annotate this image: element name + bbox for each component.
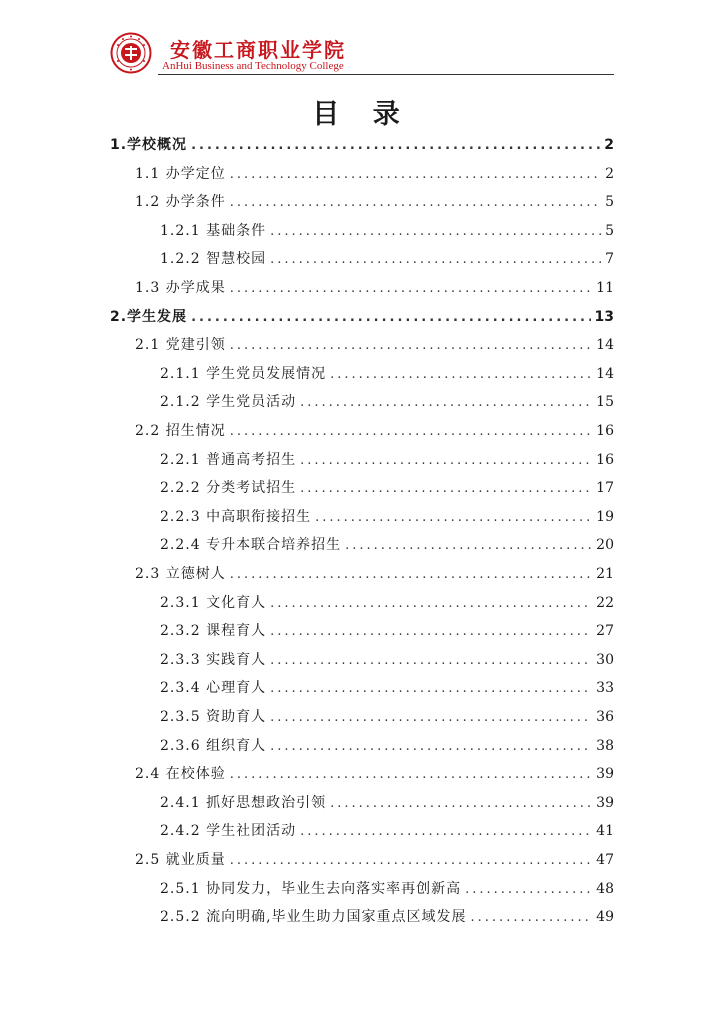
toc-entry-level-3[interactable] — [160, 506, 614, 526]
toc-entry-page-number: 41 — [596, 823, 614, 840]
toc-entry-level-2[interactable] — [135, 191, 614, 211]
toc-entry-level-3[interactable] — [160, 706, 614, 726]
toc-entry-text: 2.1 党建引领 — [135, 337, 226, 354]
toc-entry-text: 2.1.1 学生党员发展情况 — [160, 365, 327, 382]
toc-entry-level-2[interactable] — [135, 420, 614, 440]
toc-entry-text: 2.3.6 组织育人 — [160, 737, 267, 754]
toc-entry-level-2[interactable] — [135, 277, 614, 297]
toc-entry-level-3[interactable] — [160, 248, 614, 268]
toc-entry-level-3[interactable] — [160, 906, 614, 926]
toc-leader-dots — [270, 596, 592, 611]
toc-leader-dots — [230, 338, 592, 353]
toc-leader-dots — [300, 395, 592, 410]
toc-entry-page-number: 16 — [596, 451, 614, 468]
toc-entry-text: 2.2.3 中高职衔接招生 — [160, 508, 312, 525]
toc-entry-page-number: 21 — [596, 566, 614, 582]
toc-entry-level-3[interactable] — [160, 220, 614, 240]
toc-leader-dots — [270, 252, 601, 267]
toc-entry-text: 2.3.1 文化育人 — [160, 594, 267, 611]
toc-leader-dots — [345, 538, 592, 553]
toc-entry-page-number: 13 — [594, 308, 614, 325]
toc-entry-page-number: 14 — [596, 365, 614, 382]
toc-leader-dots — [270, 739, 592, 754]
toc-entry-level-3[interactable] — [160, 391, 614, 411]
toc-leader-dots — [330, 796, 592, 811]
toc-entry-page-number: 14 — [596, 337, 614, 354]
toc-entry-page-number: 16 — [596, 423, 614, 439]
toc-entry-page-number: 47 — [596, 852, 614, 868]
toc-entry-page-number: 48 — [596, 880, 614, 897]
toc-entry-text: 2.2.2 分类考试招生 — [160, 480, 297, 497]
toc-entry-level-2[interactable] — [135, 763, 614, 783]
toc-entry-text: 2.5.2 流向明确,毕业生助力国家重点区域发展 — [160, 909, 467, 926]
toc-entry-page-number: 7 — [605, 251, 614, 268]
toc-leader-dots — [270, 681, 592, 696]
toc-leader-dots — [230, 853, 592, 868]
toc-entry-level-2[interactable] — [135, 163, 614, 183]
toc-entry-level-2[interactable] — [135, 563, 614, 583]
toc-leader-dots — [315, 510, 592, 525]
toc-leader-dots — [270, 710, 592, 725]
toc-leader-dots — [465, 882, 592, 897]
toc-leader-dots — [230, 567, 592, 582]
toc-entry-text: 1.学校概况 — [110, 137, 188, 153]
toc-entry-text: 2.2.4 专升本联合培养招生 — [160, 537, 342, 554]
toc-entry-page-number: 22 — [596, 594, 614, 611]
toc-leader-dots — [230, 195, 601, 210]
toc-entry-text: 2.3.3 实践育人 — [160, 651, 267, 668]
toc-entry-level-3[interactable] — [160, 449, 614, 469]
toc-entry-page-number: 30 — [596, 651, 614, 668]
toc-leader-dots — [270, 224, 601, 239]
toc-entry-level-3[interactable] — [160, 534, 614, 554]
toc-entry-page-number: 15 — [596, 394, 614, 411]
toc-entry-level-3[interactable] — [160, 649, 614, 669]
toc-entry-text: 2.3.4 心理育人 — [160, 680, 267, 697]
college-seal-icon — [110, 32, 152, 74]
toc-entry-page-number: 27 — [596, 623, 614, 640]
school-name-english: AnHui Business and Technology College — [162, 60, 344, 72]
toc-entry-level-3[interactable] — [160, 363, 614, 383]
toc-entry-page-number: 39 — [596, 766, 614, 783]
toc-entry-text: 2.3.5 资助育人 — [160, 709, 267, 725]
toc-entry-text: 2.2.1 普通高考招生 — [160, 451, 297, 468]
toc-entry-level-3[interactable] — [160, 592, 614, 612]
toc-entry-text: 1.2 办学条件 — [135, 194, 226, 211]
header-divider — [158, 74, 614, 75]
toc-entry-level-3[interactable] — [160, 477, 614, 497]
toc-entry-page-number: 11 — [596, 280, 614, 296]
toc-entry-text: 2.2 招生情况 — [135, 423, 226, 439]
toc-entry-page-number: 49 — [596, 909, 614, 926]
toc-entry-text: 2.4.1 抓好思想政治引领 — [160, 794, 327, 811]
toc-entry-text: 2.5 就业质量 — [135, 852, 226, 868]
toc-entry-page-number: 38 — [596, 737, 614, 754]
toc-leader-dots — [270, 653, 592, 668]
toc-leader-dots — [230, 424, 592, 439]
toc-entry-text: 2.5.1 协同发力，毕业生去向落实率再创新高 — [160, 880, 462, 897]
toc-entry-level-3[interactable] — [160, 735, 614, 755]
toc-entry-page-number: 20 — [596, 537, 614, 554]
toc-entry-page-number: 2 — [604, 137, 614, 153]
toc-entry-level-2[interactable] — [135, 334, 614, 354]
toc-entry-level-3[interactable] — [160, 878, 614, 898]
toc-entry-page-number: 33 — [596, 680, 614, 697]
toc-entry-text: 2.3.2 课程育人 — [160, 623, 267, 640]
toc-entry-level-3[interactable] — [160, 792, 614, 812]
toc-entry-page-number: 19 — [596, 508, 614, 525]
toc-leader-dots — [230, 767, 592, 782]
toc-entry-level-1[interactable] — [110, 306, 614, 326]
toc-entry-text: 2.1.2 学生党员活动 — [160, 394, 297, 411]
toc-entry-text: 2.4.2 学生社团活动 — [160, 823, 297, 840]
toc-leader-dots — [270, 624, 592, 639]
toc-entry-level-3[interactable] — [160, 677, 614, 697]
toc-entry-level-1[interactable] — [110, 134, 614, 154]
toc-entry-page-number: 17 — [596, 480, 614, 497]
toc-leader-dots — [191, 310, 590, 325]
toc-entry-text: 1.2.1 基础条件 — [160, 222, 267, 239]
toc-leader-dots — [230, 167, 601, 182]
toc-entry-page-number: 5 — [605, 222, 614, 239]
toc-entry-page-number: 2 — [605, 165, 614, 182]
toc-entry-level-2[interactable] — [135, 849, 614, 869]
toc-leader-dots — [191, 138, 600, 153]
toc-leader-dots — [230, 281, 592, 296]
toc-entry-level-3[interactable] — [160, 820, 614, 840]
toc-leader-dots — [471, 910, 593, 925]
toc-entry-text: 2.3 立德树人 — [135, 566, 226, 582]
toc-entry-page-number: 39 — [596, 794, 614, 811]
toc-entry-text: 1.2.2 智慧校园 — [160, 251, 267, 268]
toc-entry-level-3[interactable] — [160, 620, 614, 640]
document-header — [110, 30, 614, 76]
toc-entry-text: 1.3 办学成果 — [135, 280, 226, 296]
toc-entry-page-number: 5 — [605, 194, 614, 211]
toc-leader-dots — [300, 453, 592, 468]
toc-leader-dots — [300, 824, 592, 839]
toc-entry-page-number: 36 — [596, 709, 614, 725]
toc-entry-text: 1.1 办学定位 — [135, 165, 226, 182]
toc-title: 目 录 — [312, 99, 412, 130]
school-name-chinese: 安徽工商职业学院 — [170, 38, 346, 62]
toc-entry-text: 2.学生发展 — [110, 308, 188, 325]
toc-entry-text: 2.4 在校体验 — [135, 766, 226, 783]
toc-leader-dots — [330, 367, 592, 382]
toc-leader-dots — [300, 481, 592, 496]
